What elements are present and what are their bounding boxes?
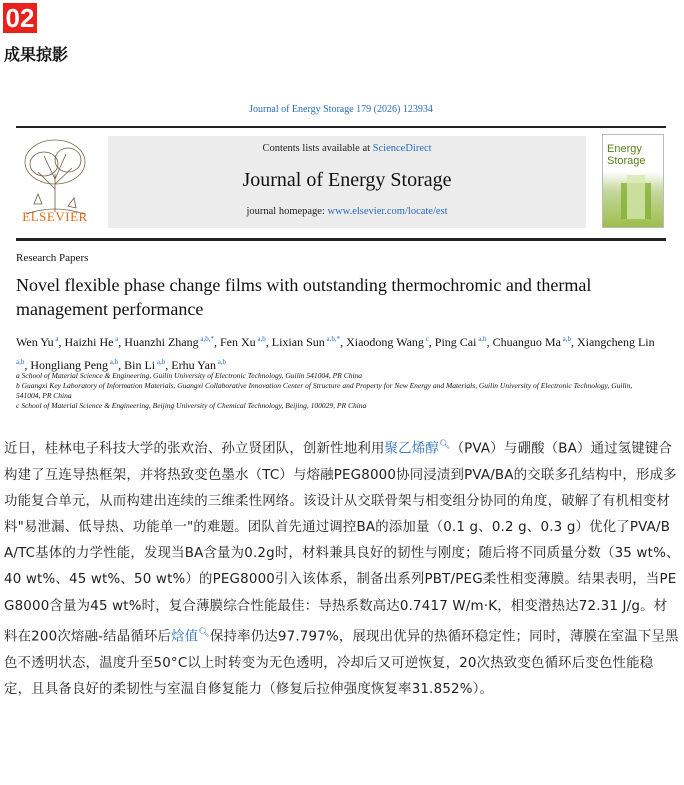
homepage-url-link[interactable]: www.elsevier.com/locate/est — [327, 206, 448, 217]
author-affiliation-marker[interactable]: a,b — [255, 335, 266, 343]
search-icon[interactable]: 🔍︎ — [438, 440, 451, 450]
homepage-line — [108, 206, 586, 217]
author-affiliation-marker[interactable]: a,b — [16, 358, 25, 366]
affiliation-item: a School of Material Science & Engineering, Guilin University of Electronic Technology, Guilin 541004, PR China — [16, 371, 363, 380]
journal-citation[interactable]: Journal of Energy Storage 179 (2026) 123934 — [249, 104, 433, 115]
sciencedirect-link[interactable]: ScienceDirect — [372, 143, 432, 154]
article-body — [4, 432, 680, 703]
author-name[interactable]: Xiaodong Wang — [346, 335, 424, 349]
author-list: Wen Yu $^a$, Haizhi He $^a$, Huanzhi Zhang $^{a,b,*}$, Fen Xu $^{a,b}$, Lixian Sun $^{a,b,*}$, Xiaodong Wang $^c$, Ping Cai $^{a,b}$, Chuanguo Ma $^{a,b}$, Xiangcheng Lin $^{a,b}$, Hongliang Peng $^{a,b}$, Bin Li $^{a,b}$, Erhu Yan $^{a,b}$ — [16, 335, 655, 372]
author-affiliation-marker[interactable]: a,b,* — [198, 335, 214, 343]
author-name[interactable]: Haizhi He — [64, 335, 114, 349]
author-name[interactable]: Huanzhi Zhang — [124, 335, 199, 349]
author-name[interactable]: Fen Xu — [219, 335, 256, 349]
author-affiliation-marker[interactable]: a,b,* — [324, 335, 341, 343]
section-title: 成果掠影 — [4, 45, 69, 64]
author-affiliation-marker[interactable]: a,b — [476, 335, 487, 343]
publisher-wordmark: ELSEVIER — [22, 209, 88, 224]
paper-title: Novel flexible phase change films with outstanding thermochromic and thermal management performance — [16, 275, 592, 319]
author-affiliation-marker[interactable]: a,b — [155, 358, 166, 366]
author-name[interactable]: Bin Li — [124, 358, 156, 372]
author-affiliation-marker[interactable]: a,b — [560, 335, 571, 343]
author-name[interactable]: Lixian Sun — [271, 335, 325, 349]
body-text-segment-4: 保持率仍达97.797%，展现出优异的热循环稳定性；同时，薄膜在室温下呈黑色不透明状态，温度升至50°C以上时转变为无色透明，冷却后又可逆恢复，20次热致变色循环后变色性能稳定，且具备良好的柔韧性与室温自修复能力（修复后拉伸强度恢复率31.852%）。 — [4, 629, 679, 697]
author-name[interactable]: Ping Cai — [434, 335, 477, 349]
author-affiliation-marker[interactable]: a,b — [215, 358, 227, 366]
journal-name: Journal of Energy Storage — [242, 169, 452, 191]
affiliation-list — [16, 371, 656, 411]
cover-graphic — [603, 135, 663, 227]
pva-keyword-link[interactable]: 聚乙烯醇 — [384, 441, 439, 457]
journal-header-box — [108, 136, 586, 228]
author-name[interactable]: Hongliang Peng — [30, 358, 109, 372]
contents-prefix: Contents lists available at — [262, 143, 373, 154]
body-text-segment-1: 近日，桂林电子科技大学的张欢治、孙立贤团队，创新性地利用 — [4, 441, 385, 457]
search-icon[interactable]: 🔍︎ — [198, 627, 210, 638]
body-text-segment-3: 团队首先通过调控BA的添加量（0.1 g、0.2 g、0.3 g）优化了PVA/BA/TC基体的力学性能，发现当BA含量为0.2g时，材料兼具良好的韧性与刚度；随后将不同质量分数（35 wt%、40 wt%、45 wt%、50 wt%）的PEG8000引入该体系，制备出系列PBT/PEG柔性相变薄膜。结果表明，当PEG8000含量为45 wt%时，复合薄膜综合性能最佳：导热系数高达0.7417 W/m·K，相变潜热达72.31 J/g。材料在200次熔融-结晶循环后 — [4, 520, 680, 645]
author-name[interactable]: Xiangcheng Lin — [577, 335, 655, 349]
journal-cover-thumbnail — [602, 134, 664, 228]
contents-line — [108, 143, 586, 154]
body-text-segment-2: （PVA）与硼酸（BA）通过氢键键合构建了互连导热框架，并将热致变色墨水（TC）与熔融PEG8000协同浸渍到PVA/BA的交联多孔结构中，形成多功能复合单元，从而构建出连续的三维柔性网络。该设计从交联骨架与相变组分协同的角度，破解了有机相变材料"易泄漏、低导热、功能单一"的难题。 — [4, 441, 677, 536]
research-type: Research Papers — [16, 252, 89, 264]
author-name[interactable]: Erhu Yan — [171, 358, 216, 372]
author-affiliation-marker[interactable]: c — [423, 335, 429, 343]
author-affiliation-marker[interactable]: a,b — [108, 358, 119, 366]
author-name[interactable]: Wen Yu — [16, 335, 54, 349]
affiliation-item: b Guangxi Key Laboratory of Information Materials, Guangxi Collaborative Innovation Center of Structure and Property for New Energy and Materials, Guilin University of Electronic Technology, Guilin, 541004, PR China — [16, 381, 633, 400]
homepage-prefix: journal homepage: — [246, 206, 328, 217]
affiliation-item: c School of Material Science & Engineering, Beijing University of Chemical Technology, Beijing, 100029, PR China — [16, 401, 367, 410]
author-affiliation-marker[interactable]: a — [113, 335, 119, 343]
cover-title: Energy Storage — [607, 143, 646, 167]
author-affiliation-marker[interactable]: a — [53, 335, 59, 343]
section-number-badge: 02 — [3, 3, 37, 33]
paper-header-image — [16, 104, 666, 418]
author-name[interactable]: Chuanguo Ma — [492, 335, 561, 349]
enthalpy-keyword-link[interactable]: 焓值 — [171, 629, 199, 645]
